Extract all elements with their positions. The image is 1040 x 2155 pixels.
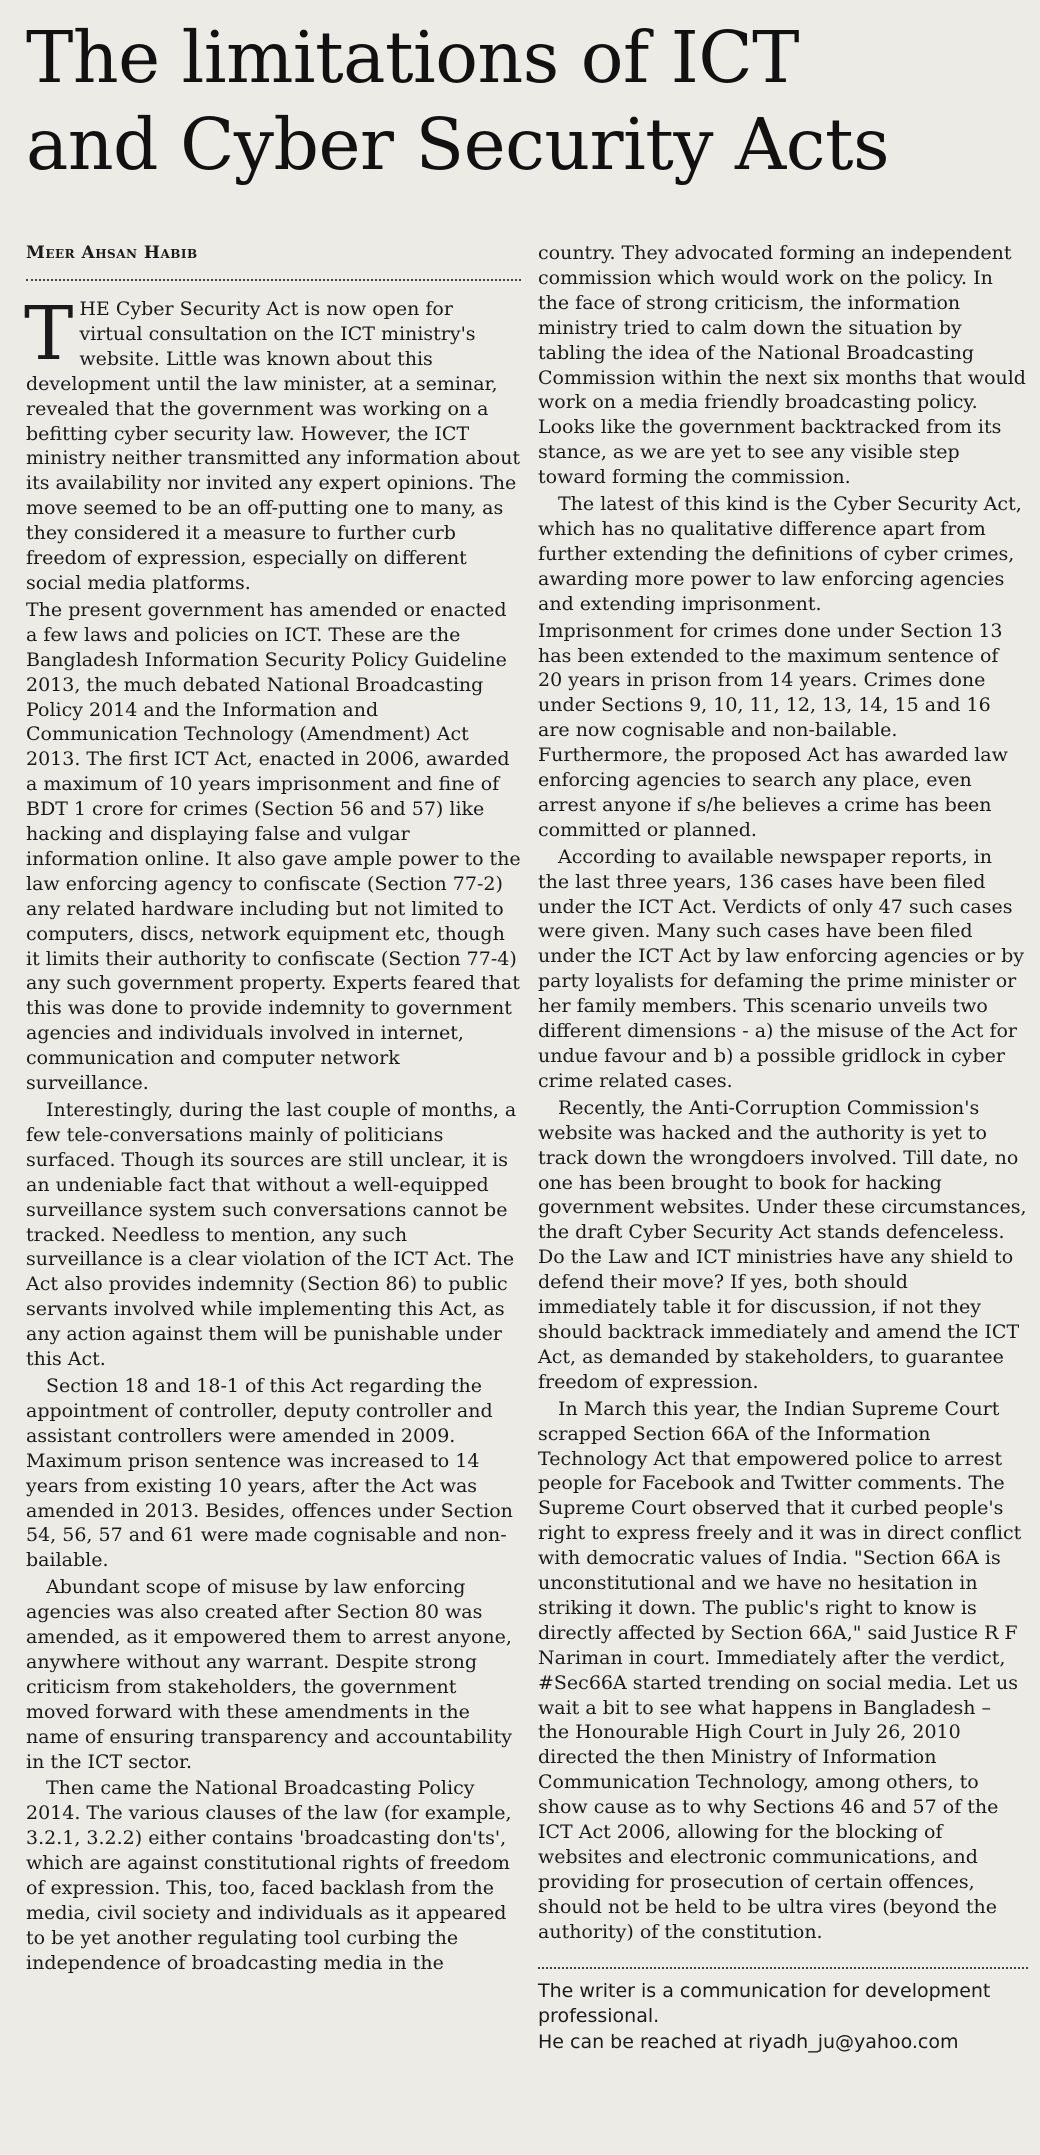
column-left	[26, 237, 521, 1976]
paragraph-2: The present government has amended or enacted a few laws and policies on ICT. These are the Bangladesh Information Security Policy Guideline 2013, the much debated National Broadcasting Policy 2014 and the Information and Communication Technology (Amendment) Act 2013. The first ICT Act, enacted in 2006, awarded a maximum of 10 years imprisonment and fine of BDT 1 crore for crimes (Section 56 and 57) like hacking and displaying false and vulgar information online. It also gave ample power to the law enforcing agency to confiscate (Section 77-2) any related hardware including but not limited to computers, discs, network equipment etc, though it limits their authority to confiscate (Section 77-4) any such government property. Experts feared that this was done to provide indemnity to government agencies and individuals involved in internet, communication and computer network surveillance.	[26, 598, 521, 1095]
paragraph-9: Imprisonment for crimes done under Section 13 has been extended to the maximum sentence of 20 years in prison from 14 years. Crimes done under Sections 9, 10, 11, 12, 13, 14, 15 and 16 are now cognisable and non-bailable. Furthermore, the proposed Act has awarded law enforcing agencies to search any place, even arrest anyone if s/he believes a crime has been committed or planned.	[538, 619, 1008, 841]
paragraph-1	[24, 291, 521, 596]
byline-divider	[26, 279, 521, 281]
drop-cap: T	[24, 291, 74, 377]
paragraph-11: Recently, the Anti-Corruption Commission's website was hacked and the authority is yet to track down the wrongdoers involved. Till date, no one has been brought to book for hacking government websites. Under these circumstances, the draft Cyber Security Act stands defenceless. Do the Law and ICT ministries have any shield to defend their move? If yes, both should immediately table it for discussion, if not they should backtrack immediately and amend the ICT Act, as demanded by stakeholders, to guarantee freedom of expression.	[538, 1096, 1027, 1393]
paragraph-4: Section 18 and 18-1 of this Act regarding the appointment of controller, deputy controller and assistant controllers were amended in 2009. Maximum prison sentence was increased to 14 years from existing 10 years, after the Act was amended in 2013. Besides, offences under Section 54, 56, 57 and 61 were made cognisable and non-bailable.	[26, 1374, 513, 1572]
paragraph-12: In March this year, the Indian Supreme Court scrapped Section 66A of the Information Technology Act that empowered police to arrest people for Facebook and Twitter comments. The Supreme Court observed that it curbed people's right to express freely and it was in direct conflict with democratic values of India. "Section 66A is unconstitutional and we have no hesitation in striking it down. The public's right to know is directly affected by Section 66A," said Justice R F Nariman in court. Immediately after the verdict, #Sec66A started trending on social media. Let us wait a bit to see what happens in Bangladesh – the Honourable High Court in July 26, 2010 directed the then Ministry of Information Communication Technology, among others, to show cause as to why Sections 46 and 57 of the ICT Act 2006, allowing for the blocking of websites and electronic communications, and providing for prosecution of certain offences, should not be held to be ultra vires (beyond the authority) of the constitution.	[538, 1397, 1022, 1943]
paragraph-3: Interestingly, during the last couple of months, a few tele-conversations mainly of politicians surfaced. Though its sources are still unclear, it is an undeniable fact that without a well-equipped surveillance system such conversations cannot be tracked. Needless to mention, any such surveillance is a clear violation of the ICT Act. The Act also provides indemnity (Section 86) to public servants involved while implementing this Act, as any action against them will be punishable under this Act.	[26, 1099, 517, 1371]
paragraph-10: According to available newspaper reports, in the last three years, 136 cases have been filed under the ICT Act. Verdicts of only 47 such cases were given. Many such cases have been filed under the ICT Act by law enforcing agencies or by party loyalists for defaming the prime minister or her family members. This scenario unveils two different dimensions - a) the misuse of the Act for undue favour and b) a possible gridlock in cyber crime related cases.	[538, 845, 1024, 1092]
headline-line-2: and Cyber Security Acts	[26, 103, 889, 186]
footer-divider	[538, 1967, 1028, 1969]
headline-line-1: The limitations of ICT	[26, 16, 800, 99]
paragraph-8: The latest of this kind is the Cyber Security Act, which has no qualitative difference apart from further extending the definitions of cyber crimes, awarding more power to law enforcing agencies and extending imprisonment.	[538, 493, 1022, 615]
paragraph-6: Then came the National Broadcasting Policy 2014. The various clauses of the law (for example, 3.2.1, 3.2.2) either contains 'broadcasting don'ts', which are against constitutional rights of freedom of expression. This, too, faced backlash from the media, civil society and individuals as it appeared to be yet another regulating tool curbing the independence of broadcasting media in the	[26, 1777, 512, 1974]
author-note-line-2: He can be reached at riyadh_ju@yahoo.com	[538, 2031, 959, 2054]
column-right	[538, 241, 1028, 2055]
headline	[26, 14, 1026, 188]
paragraph-1-text: HE Cyber Security Act is now open for virtual consultation on the ICT ministry's website. Little was known about this development until the law minister, at a seminar, revealed that the government was working on a befitting cyber security law. However, the ICT ministry neither transmitted any information about its availability nor invited any expert opinions. The move seemed to be an off-putting one to many, as they considered it a measure to further curb freedom of expression, especially on different social media platforms.	[26, 298, 521, 594]
author-note-line-1: The writer is a communication for development professional.	[538, 1979, 991, 2027]
paragraph-5: Abundant scope of misuse by law enforcing agencies was also created after Section 80 was amended, as it empowered them to arrest anyone, anywhere without any warrant. Despite strong criticism from stakeholders, the government moved forward with these amendments in the name of ensuring transparency and accountability in the ICT sector.	[26, 1576, 512, 1773]
byline: Meer Ahsan Habib	[26, 243, 198, 263]
paragraph-7: country. They advocated forming an independent commission which would work on the policy. In the face of strong criticism, the information ministry tried to calm down the situation by tabling the idea of the National Broadcasting Commission within the next six months that would work on a media friendly broadcasting policy. Looks like the government backtracked from its stance, as we are yet to see any visible step toward forming the commission.	[538, 242, 1026, 489]
